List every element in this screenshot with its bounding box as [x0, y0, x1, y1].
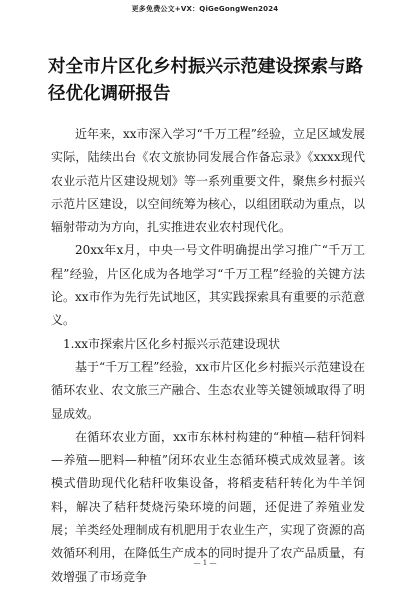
document-body [51, 123, 365, 589]
paragraph-intro: 近年来，xx市深入学习“千万工程”经验，立足区域发展实际，陆续出台《农文旅协同发展合作备忘录》《xxxx现代农业示范片区建设规划》等一系列重要文件，聚焦乡村振兴示范片区建设，以空间统筹为核心，以组团联动为重点，以辐射带动为方向，扎实推进农业农村现代化。 [51, 127, 365, 235]
paragraph-background: 20xx年x月，中央一号文件明确提出学习推广“千万工程”经验，片区化成为各地学习“千万工程”经验的关键方法论。xx市作为先行先试地区，其实践探索具有重要的示范意义。 [51, 243, 365, 328]
header-note: 更多免费公文+VX：QiGeGongWen2024 [131, 5, 279, 13]
section-heading: 1.xx市探索片区化乡村振兴示范建设现状 [63, 336, 280, 351]
paragraph-circular-agriculture: 在循环农业方面，xx市东林村构建的“种植—秸秆饲料—养殖—肥料—种植”闭环农业生态循环模式成效显著。该模式借助现代化秸秆收集设备，将稻麦秸秆转化为牛羊饲料，解决了秸秆焚烧污染环境的问题，还促进了养殖业发展；羊类经处理制成有机肥用于农业生产，实现了资源的高效循环利用，在降低生产成本的同时提升了农产品质量，有效增强了市场竞争 [51, 429, 365, 584]
document-title: 对全市片区化乡村振兴示范建设探索与路径优化调研报告 [48, 57, 363, 104]
paragraph-overview: 基于“千万工程”经验，xx市片区化乡村振兴示范建设在循环农业、农文旅三产融合、生态农业等关键领域取得了明显成效。 [51, 359, 365, 421]
page-number: — 1 — [193, 559, 217, 567]
